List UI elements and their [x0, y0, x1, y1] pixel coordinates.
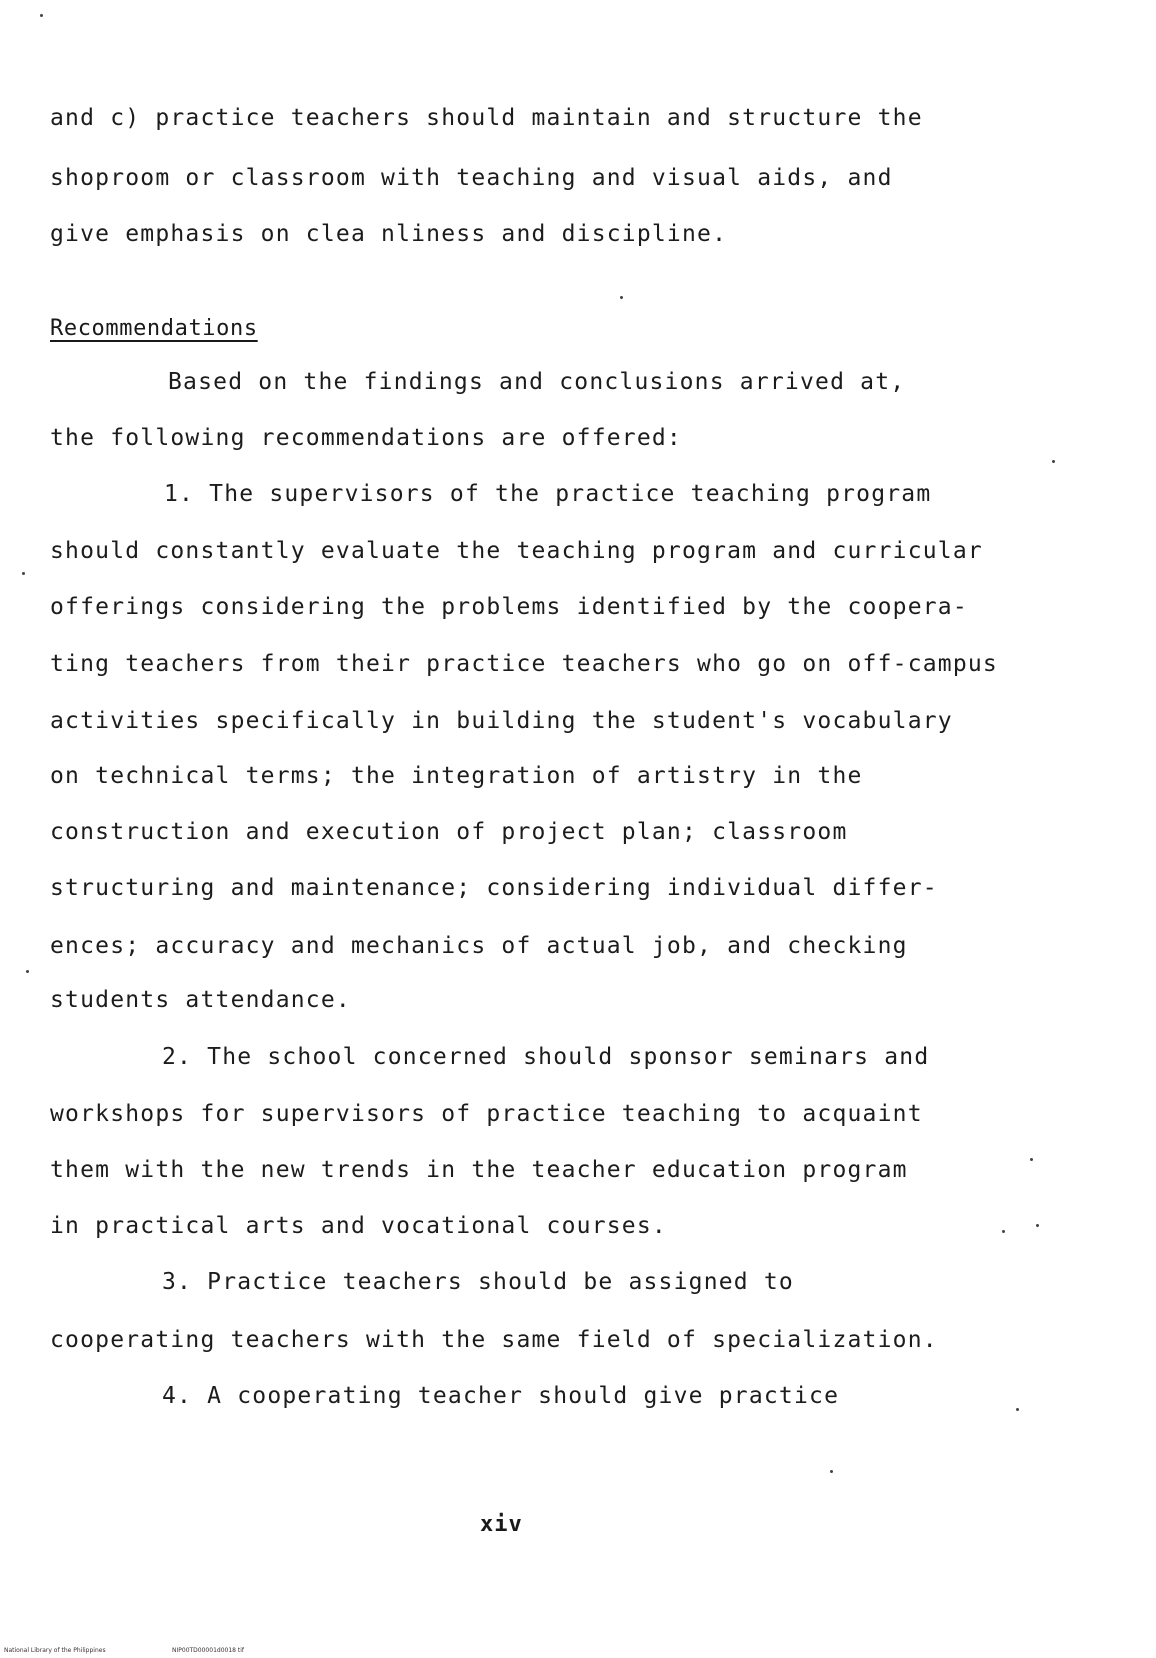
scan-speck	[1002, 1230, 1005, 1233]
text-line: and c) practice teachers should maintain and structure the	[50, 105, 923, 131]
scan-speck	[830, 1470, 833, 1473]
text-line: give emphasis on clea nliness and discipline.	[50, 221, 728, 247]
section-heading: Recommendations	[50, 316, 258, 341]
text-line: students attendance.	[50, 987, 351, 1013]
text-line: on technical terms; the integration of artistry in the	[50, 763, 863, 789]
text-line: Based on the findings and conclusions arrived at,	[168, 369, 906, 395]
scan-speck	[22, 572, 25, 575]
text-line: workshops for supervisors of practice teaching to acquaint	[50, 1101, 923, 1127]
scan-speck	[40, 14, 43, 17]
scan-speck	[1030, 1158, 1033, 1161]
scan-speck	[1052, 460, 1055, 463]
scan-speck	[1036, 1224, 1039, 1227]
footer-library-text: National Library of the Philippines	[4, 1647, 106, 1654]
text-line: the following recommendations are offered:	[50, 425, 682, 451]
text-line: activities specifically in building the student's vocabulary	[50, 708, 953, 734]
text-line: structuring and maintenance; considering individual differ-	[50, 875, 938, 901]
text-line: in practical arts and vocational courses.	[50, 1213, 667, 1239]
text-line: cooperating teachers with the same field of specialization.	[50, 1327, 938, 1353]
text-line: ences; accuracy and mechanics of actual job, and checking	[50, 933, 908, 959]
text-line: ting teachers from their practice teachers who go on off-campus	[50, 651, 998, 677]
text-line: offerings considering the problems identified by the coopera-	[50, 594, 968, 620]
text-line: should constantly evaluate the teaching program and curricular	[50, 538, 983, 564]
footer-file-id: NIP00TD00001d0018 tif	[172, 1647, 244, 1654]
page-number: xiv	[480, 1512, 523, 1537]
text-line: shoproom or classroom with teaching and visual aids, and	[50, 165, 893, 191]
text-line: construction and execution of project plan; classroom	[50, 819, 848, 845]
recommendation-4-line: 4. A cooperating teacher should give practice	[162, 1383, 840, 1409]
recommendation-1-line: 1. The supervisors of the practice teaching program	[164, 481, 932, 507]
recommendation-2-line: 2. The school concerned should sponsor seminars and	[162, 1044, 930, 1070]
text-line: them with the new trends in the teacher education program	[50, 1157, 908, 1183]
scan-speck	[1016, 1408, 1019, 1411]
scan-speck	[26, 970, 29, 973]
scan-speck	[620, 296, 623, 299]
recommendation-3-line: 3. Practice teachers should be assigned to	[162, 1269, 794, 1295]
